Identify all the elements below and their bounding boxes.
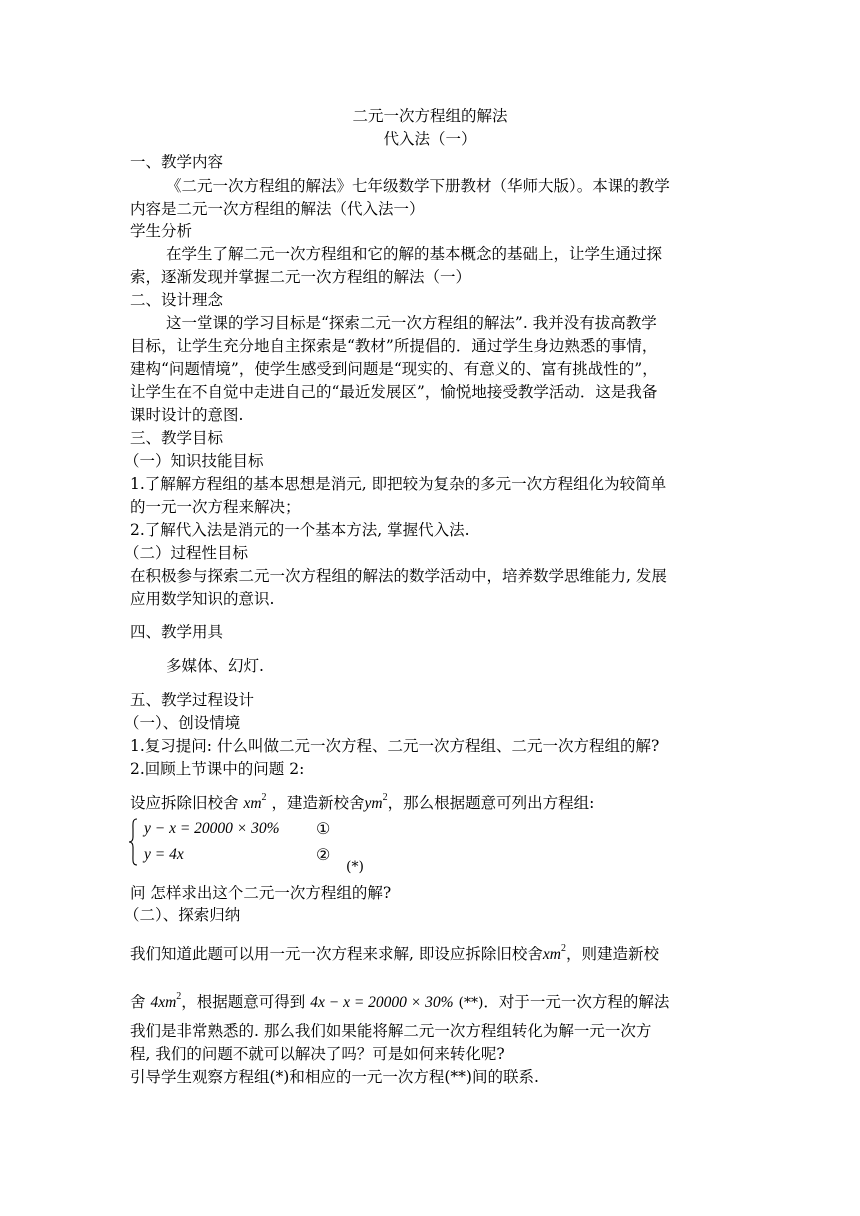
- list-item: 1.了解解方程组的基本思想是消元, 即把较为复杂的多元一次方程组化为较简单: [130, 475, 667, 493]
- paragraph-line: 程, 我们的问题不就可以解决了吗？可是如何来转化呢?: [130, 1045, 505, 1063]
- text-run: 舍: [130, 993, 146, 1011]
- paragraph-line: 这一堂课的学习目标是“探索二元一次方程组的解法”. 我并没有拔高教学: [166, 314, 657, 332]
- list-item: 2.回顾上节课中的问题 2:: [130, 760, 305, 778]
- document-subtitle: 代入法（一）: [383, 130, 477, 148]
- text-run: 设应拆除旧校舍: [130, 794, 239, 812]
- list-item: 1.复习提问: 什么叫做二元一次方程、二元一次方程组、二元一次方程组的解?: [130, 737, 660, 755]
- question-line: 问 怎样求出这个二元一次方程组的解?: [130, 884, 392, 902]
- variable-xm: [243, 792, 267, 812]
- subheading-situation: （一）、创设情境: [124, 714, 241, 732]
- section-heading-design: 二、设计理念: [130, 291, 224, 309]
- paragraph-line: 我们是非常熟悉的. 那么我们如果能将解二元一次方程组转化为解一元一次方: [130, 1022, 652, 1040]
- text-run: ，根据题意可得到: [181, 993, 306, 1011]
- variable-ym: [364, 792, 388, 812]
- paragraph-line: 目标，让学生充分地自主探索是“教材”所提倡的．通过学生身边熟悉的事情，: [130, 337, 658, 355]
- paragraph-line: 《二元一次方程组的解法》七年级数学下册教材（华师大版）。本课的教学: [166, 177, 670, 195]
- document-title: 二元一次方程组的解法: [352, 107, 508, 125]
- exponent: 2: [382, 792, 388, 803]
- math-text: 4xm: [150, 994, 177, 1011]
- paragraph-line: [130, 985, 669, 1015]
- math-text: ym: [364, 795, 383, 812]
- paragraph-line: 引导学生观察方程组(*)和相应的一元一次方程(**)间的联系.: [130, 1068, 539, 1086]
- paragraph-line: 索，逐渐发现并掌握二元一次方程组的解法（一）: [130, 268, 472, 286]
- variable-xm: [542, 943, 566, 963]
- section-heading-content: 一、教学内容: [130, 153, 224, 171]
- text-run: ，建造新校舍: [271, 794, 365, 812]
- paragraph-line-setup: [130, 786, 594, 816]
- equation-2: y = 4x: [144, 846, 184, 863]
- section-heading-students: 学生分析: [130, 222, 193, 240]
- paragraph-line: 内容是二元一次方程组的解法（代入法一）: [130, 200, 425, 218]
- paragraph-line: [130, 937, 659, 967]
- paragraph-line: 课时设计的意图.: [130, 406, 244, 424]
- equation-3: 4x − x = 20000 × 30%: [310, 994, 454, 1011]
- list-item: 2.了解代入法是消元的一个基本方法, 掌握代入法.: [130, 521, 470, 539]
- exponent: 2: [176, 991, 182, 1002]
- system-label: (*): [346, 859, 364, 875]
- text-run: 我们知道此题可以用一元一次方程来求解, 即设应拆除旧校舍: [130, 945, 543, 963]
- paragraph-line: 在学生了解二元一次方程组和它的解的基本概念的基础上，让学生通过探: [166, 245, 663, 263]
- equation-brace: [128, 818, 138, 866]
- exponent: 2: [560, 943, 566, 954]
- subheading-knowledge: （一）知识技能目标: [124, 452, 264, 470]
- equation-marker-1: ①: [316, 819, 331, 838]
- exponent: 2: [261, 792, 267, 803]
- paragraph-line: 多媒体、幻灯.: [166, 657, 264, 675]
- paragraph-line: 建构“问题情境”，使学生感受到问题是“现实的、有意义的、富有挑战性的”，: [130, 360, 658, 378]
- text-run: ，那么根据题意可列出方程组:: [387, 794, 595, 812]
- equation-label: (**): [458, 995, 484, 1011]
- paragraph-line: 在积极参与探索二元一次方程组的解法的数学活动中，培养数学思维能力, 发展: [130, 567, 667, 585]
- equation-1: y − x = 20000 × 30%: [144, 820, 280, 837]
- subheading-explore: （二）、探索归纳: [124, 906, 241, 924]
- section-heading-process: 五、教学过程设计: [130, 691, 255, 709]
- list-item-continuation: 的一元一次方程来解决；: [130, 498, 301, 516]
- section-heading-tools: 四、教学用具: [130, 623, 224, 641]
- text-run: ，则建造新校: [565, 945, 659, 963]
- equation-marker-2: ②: [316, 845, 331, 864]
- text-run: ．对于一元一次方程的解法: [483, 993, 670, 1011]
- paragraph-line: 应用数学知识的意识.: [130, 590, 275, 608]
- variable-4xm: [150, 991, 182, 1011]
- section-heading-goals: 三、教学目标: [130, 429, 224, 447]
- paragraph-line: 让学生在不自觉中走进自己的“最近发展区”，愉悦地接受教学活动．这是我备: [130, 383, 658, 401]
- math-text: xm: [243, 795, 262, 812]
- math-text: xm: [542, 946, 561, 963]
- subheading-process: （二）过程性目标: [124, 544, 249, 562]
